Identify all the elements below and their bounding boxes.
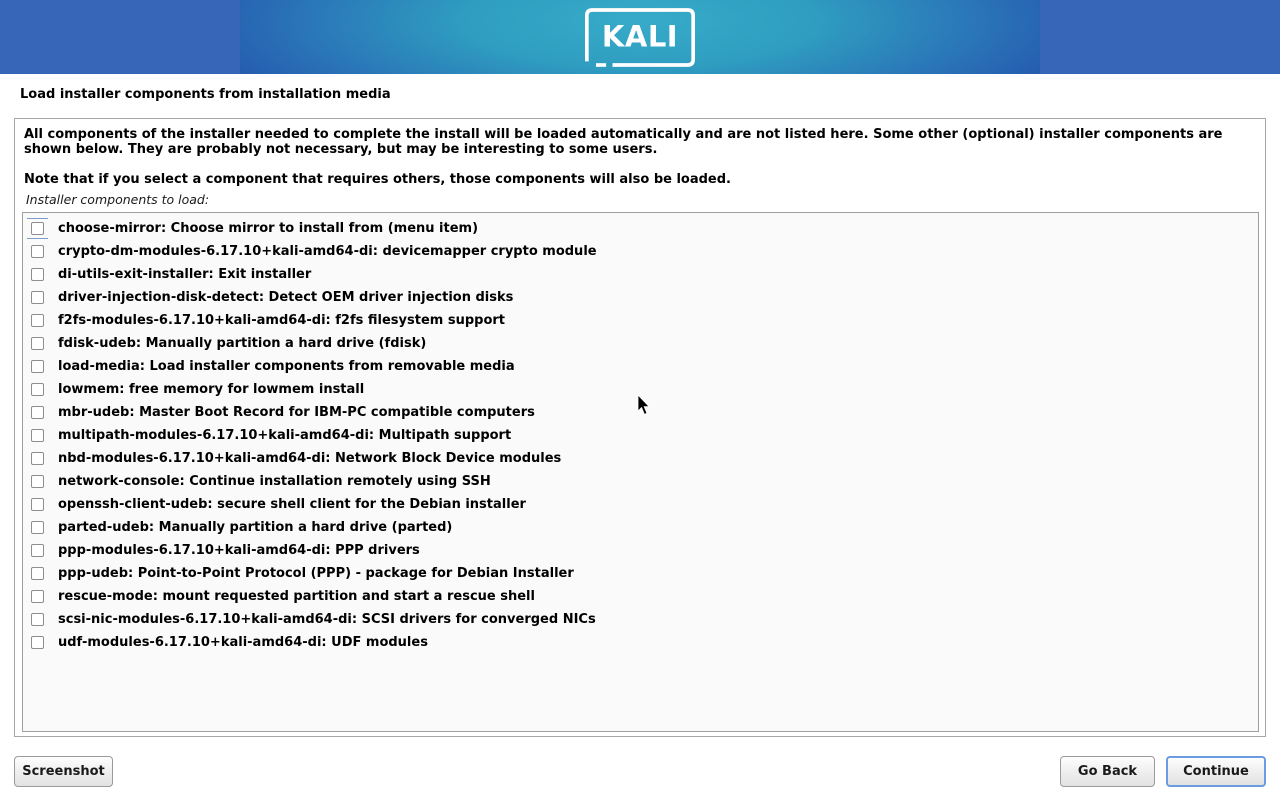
component-label: multipath-modules-6.17.10+kali-amd64-di: Multipath support	[58, 428, 512, 443]
component-label: mbr-udeb: Master Boot Record for IBM-PC compatible computers	[58, 405, 535, 420]
checkbox-focus-ring	[27, 333, 48, 354]
component-label: network-console: Continue installation remotely using SSH	[58, 474, 491, 489]
component-row[interactable]	[23, 263, 1258, 286]
component-row[interactable]	[23, 332, 1258, 355]
checkbox-focus-ring	[27, 517, 48, 538]
component-row[interactable]	[23, 562, 1258, 585]
kali-logo-text: KALI	[601, 18, 679, 53]
component-label: fdisk-udeb: Manually partition a hard drive (fdisk)	[58, 336, 427, 351]
component-label: nbd-modules-6.17.10+kali-amd64-di: Network Block Device modules	[58, 451, 562, 466]
component-row[interactable]	[23, 539, 1258, 562]
component-label: driver-injection-disk-detect: Detect OEM driver injection disks	[58, 290, 514, 305]
component-row[interactable]	[23, 286, 1258, 309]
intro-text: All components of the installer needed to complete the install will be loaded automatically and are not listed here. Some other (optional) installer components are shown below. They are probably not necessary, but may be interesting to some users.	[24, 127, 1223, 157]
component-row[interactable]	[23, 401, 1258, 424]
component-row[interactable]	[23, 470, 1258, 493]
component-label: openssh-client-udeb: secure shell client for the Debian installer	[58, 497, 526, 512]
component-row[interactable]	[23, 309, 1258, 332]
checkbox-focus-ring	[27, 310, 48, 331]
component-label: scsi-nic-modules-6.17.10+kali-amd64-di: SCSI drivers for converged NICs	[58, 612, 596, 627]
checkbox-focus-ring	[27, 402, 48, 423]
continue-button[interactable]: Continue	[1166, 756, 1266, 787]
component-label: lowmem: free memory for lowmem install	[58, 382, 365, 397]
component-checkbox[interactable]	[31, 567, 44, 580]
page-title: Load installer components from installation media	[20, 87, 391, 102]
checkbox-focus-ring	[27, 563, 48, 584]
component-row[interactable]	[23, 424, 1258, 447]
component-row[interactable]	[23, 378, 1258, 401]
component-checkbox[interactable]	[31, 452, 44, 465]
checkbox-focus-ring	[27, 356, 48, 377]
component-checkbox[interactable]	[31, 337, 44, 350]
component-label: udf-modules-6.17.10+kali-amd64-di: UDF modules	[58, 635, 428, 650]
checkbox-focus-ring	[27, 540, 48, 561]
component-checkbox[interactable]	[31, 314, 44, 327]
component-row[interactable]	[23, 355, 1258, 378]
component-label: parted-udeb: Manually partition a hard drive (parted)	[58, 520, 453, 535]
component-checkbox[interactable]	[31, 498, 44, 511]
component-checkbox[interactable]	[31, 521, 44, 534]
component-checkbox[interactable]	[31, 613, 44, 626]
component-checkbox[interactable]	[31, 383, 44, 396]
component-checkbox[interactable]	[31, 475, 44, 488]
checkbox-focus-ring	[27, 218, 48, 239]
main-content-box	[14, 118, 1266, 737]
checkbox-focus-ring	[27, 241, 48, 262]
component-row[interactable]	[23, 217, 1258, 240]
checkbox-focus-ring	[27, 264, 48, 285]
component-row[interactable]	[23, 608, 1258, 631]
go-back-button[interactable]: Go Back	[1060, 756, 1155, 787]
component-checkbox[interactable]	[31, 268, 44, 281]
checkbox-focus-ring	[27, 632, 48, 653]
installer-banner	[0, 0, 1280, 74]
component-label: crypto-dm-modules-6.17.10+kali-amd64-di: devicemapper crypto module	[58, 244, 597, 259]
component-checkbox[interactable]	[31, 245, 44, 258]
component-label: load-media: Load installer components from removable media	[58, 359, 515, 374]
component-row[interactable]	[23, 516, 1258, 539]
checkbox-focus-ring	[27, 471, 48, 492]
component-checkbox[interactable]	[31, 222, 44, 235]
component-label: ppp-modules-6.17.10+kali-amd64-di: PPP drivers	[58, 543, 420, 558]
checkbox-focus-ring	[27, 379, 48, 400]
component-row[interactable]	[23, 240, 1258, 263]
component-label: f2fs-modules-6.17.10+kali-amd64-di: f2fs filesystem support	[58, 313, 505, 328]
component-label: di-utils-exit-installer: Exit installer	[58, 267, 312, 282]
component-label: choose-mirror: Choose mirror to install from (menu item)	[58, 221, 479, 236]
component-list-label: Installer components to load:	[26, 192, 210, 207]
checkbox-focus-ring	[27, 425, 48, 446]
component-checkbox[interactable]	[31, 406, 44, 419]
component-checkbox[interactable]	[31, 291, 44, 304]
component-checkbox[interactable]	[31, 590, 44, 603]
kali-logo	[585, 8, 695, 67]
checkbox-focus-ring	[27, 448, 48, 469]
checkbox-focus-ring	[27, 609, 48, 630]
component-row[interactable]	[23, 493, 1258, 516]
component-checkbox[interactable]	[31, 544, 44, 557]
checkbox-focus-ring	[27, 287, 48, 308]
checkbox-focus-ring	[27, 494, 48, 515]
component-checkbox[interactable]	[31, 429, 44, 442]
screenshot-button[interactable]: Screenshot	[14, 756, 113, 787]
component-checkbox[interactable]	[31, 636, 44, 649]
component-checkbox[interactable]	[31, 360, 44, 373]
component-label: ppp-udeb: Point-to-Point Protocol (PPP) - package for Debian Installer	[58, 566, 574, 581]
component-row[interactable]	[23, 585, 1258, 608]
component-label: rescue-mode: mount requested partition and start a rescue shell	[58, 589, 535, 604]
component-row[interactable]	[23, 447, 1258, 470]
checkbox-focus-ring	[27, 586, 48, 607]
component-row[interactable]	[23, 631, 1258, 654]
component-list	[22, 212, 1259, 732]
note-text: Note that if you select a component that requires others, those components will also be loaded.	[24, 172, 731, 187]
